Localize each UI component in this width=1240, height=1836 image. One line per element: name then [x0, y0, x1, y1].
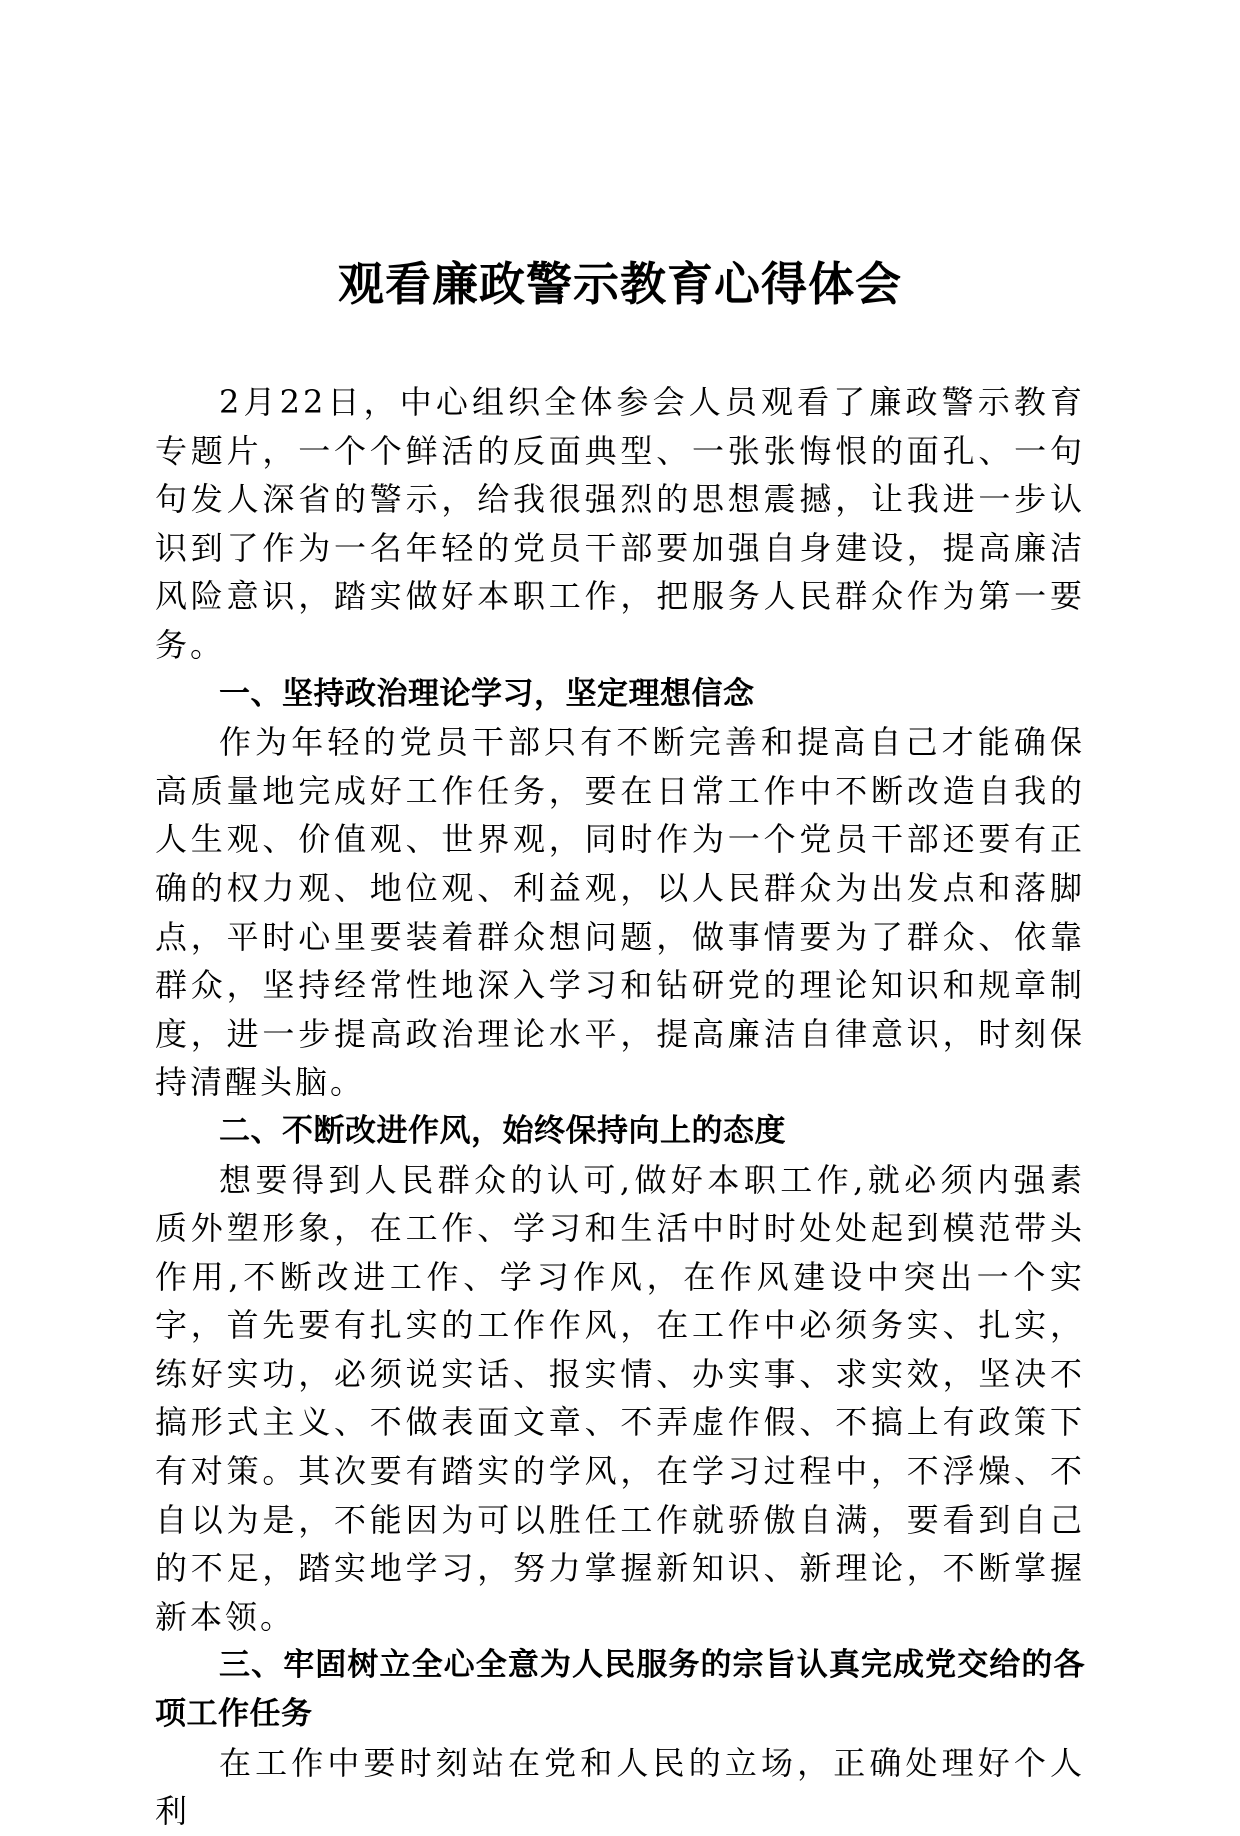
document-title: 观看廉政警示教育心得体会: [338, 257, 902, 311]
section-paragraph-2: 想要得到人民群众的认可,做好本职工作,就必须内强素质外塑形象，在工作、学习和生活中时时处处起到模范带头作用,不断改进工作、学习作风，在作风建设中突出一个实字，首先要有扎实的工作作风，在工作中必须务实、扎实，练好实功，必须说实话、报实情、办实事、求实效，坚决不搞形式主义、不做表面文章、不弄虚作假、不搞上有政策下有对策。其次要有踏实的学风，在学习过程中，不浮燥、不自以为是，不能因为可以胜任工作就骄傲自满，要看到自己的不足，踏实地学习，努力掌握新知识、新理论，不断掌握新本领。: [155, 1160, 1085, 1636]
section-heading-1: 一、坚持政治理论学习，坚定理想信念: [219, 675, 755, 712]
document-body: [155, 378, 1085, 1836]
section-paragraph-3: 在工作中要时刻站在党和人民的立场，正确处理好个人利: [155, 1743, 1085, 1831]
section-heading-3: 三、牢固树立全心全意为人民服务的宗旨认真完成党交给的各项工作任务: [155, 1647, 1085, 1733]
section-heading-2: 二、不断改进作风，始终保持向上的态度: [219, 1112, 786, 1149]
intro-paragraph: 2月22日，中心组织全体参会人员观看了廉政警示教育专题片，一个个鲜活的反面典型、一张张悔恨的面孔、一句句发人深省的警示，给我很强烈的思想震撼，让我进一步认识到了作为一名年轻的党员干部要加强自身建设，提高廉洁风险意识，踏实做好本职工作，把服务人民群众作为第一要务。: [155, 383, 1085, 664]
section-paragraph-1: 作为年轻的党员干部只有不断完善和提高自己才能确保高质量地完成好工作任务，要在日常工作中不断改造自我的人生观、价值观、世界观，同时作为一个党员干部还要有正确的权力观、地位观、利益观，以人民群众为出发点和落脚点，平时心里要装着群众想问题，做事情要为了群众、依靠群众，坚持经常性地深入学习和钻研党的理论知识和规章制度，进一步提高政治理论水平，提高廉洁自律意识，时刻保持清醒头脑。: [155, 723, 1085, 1102]
